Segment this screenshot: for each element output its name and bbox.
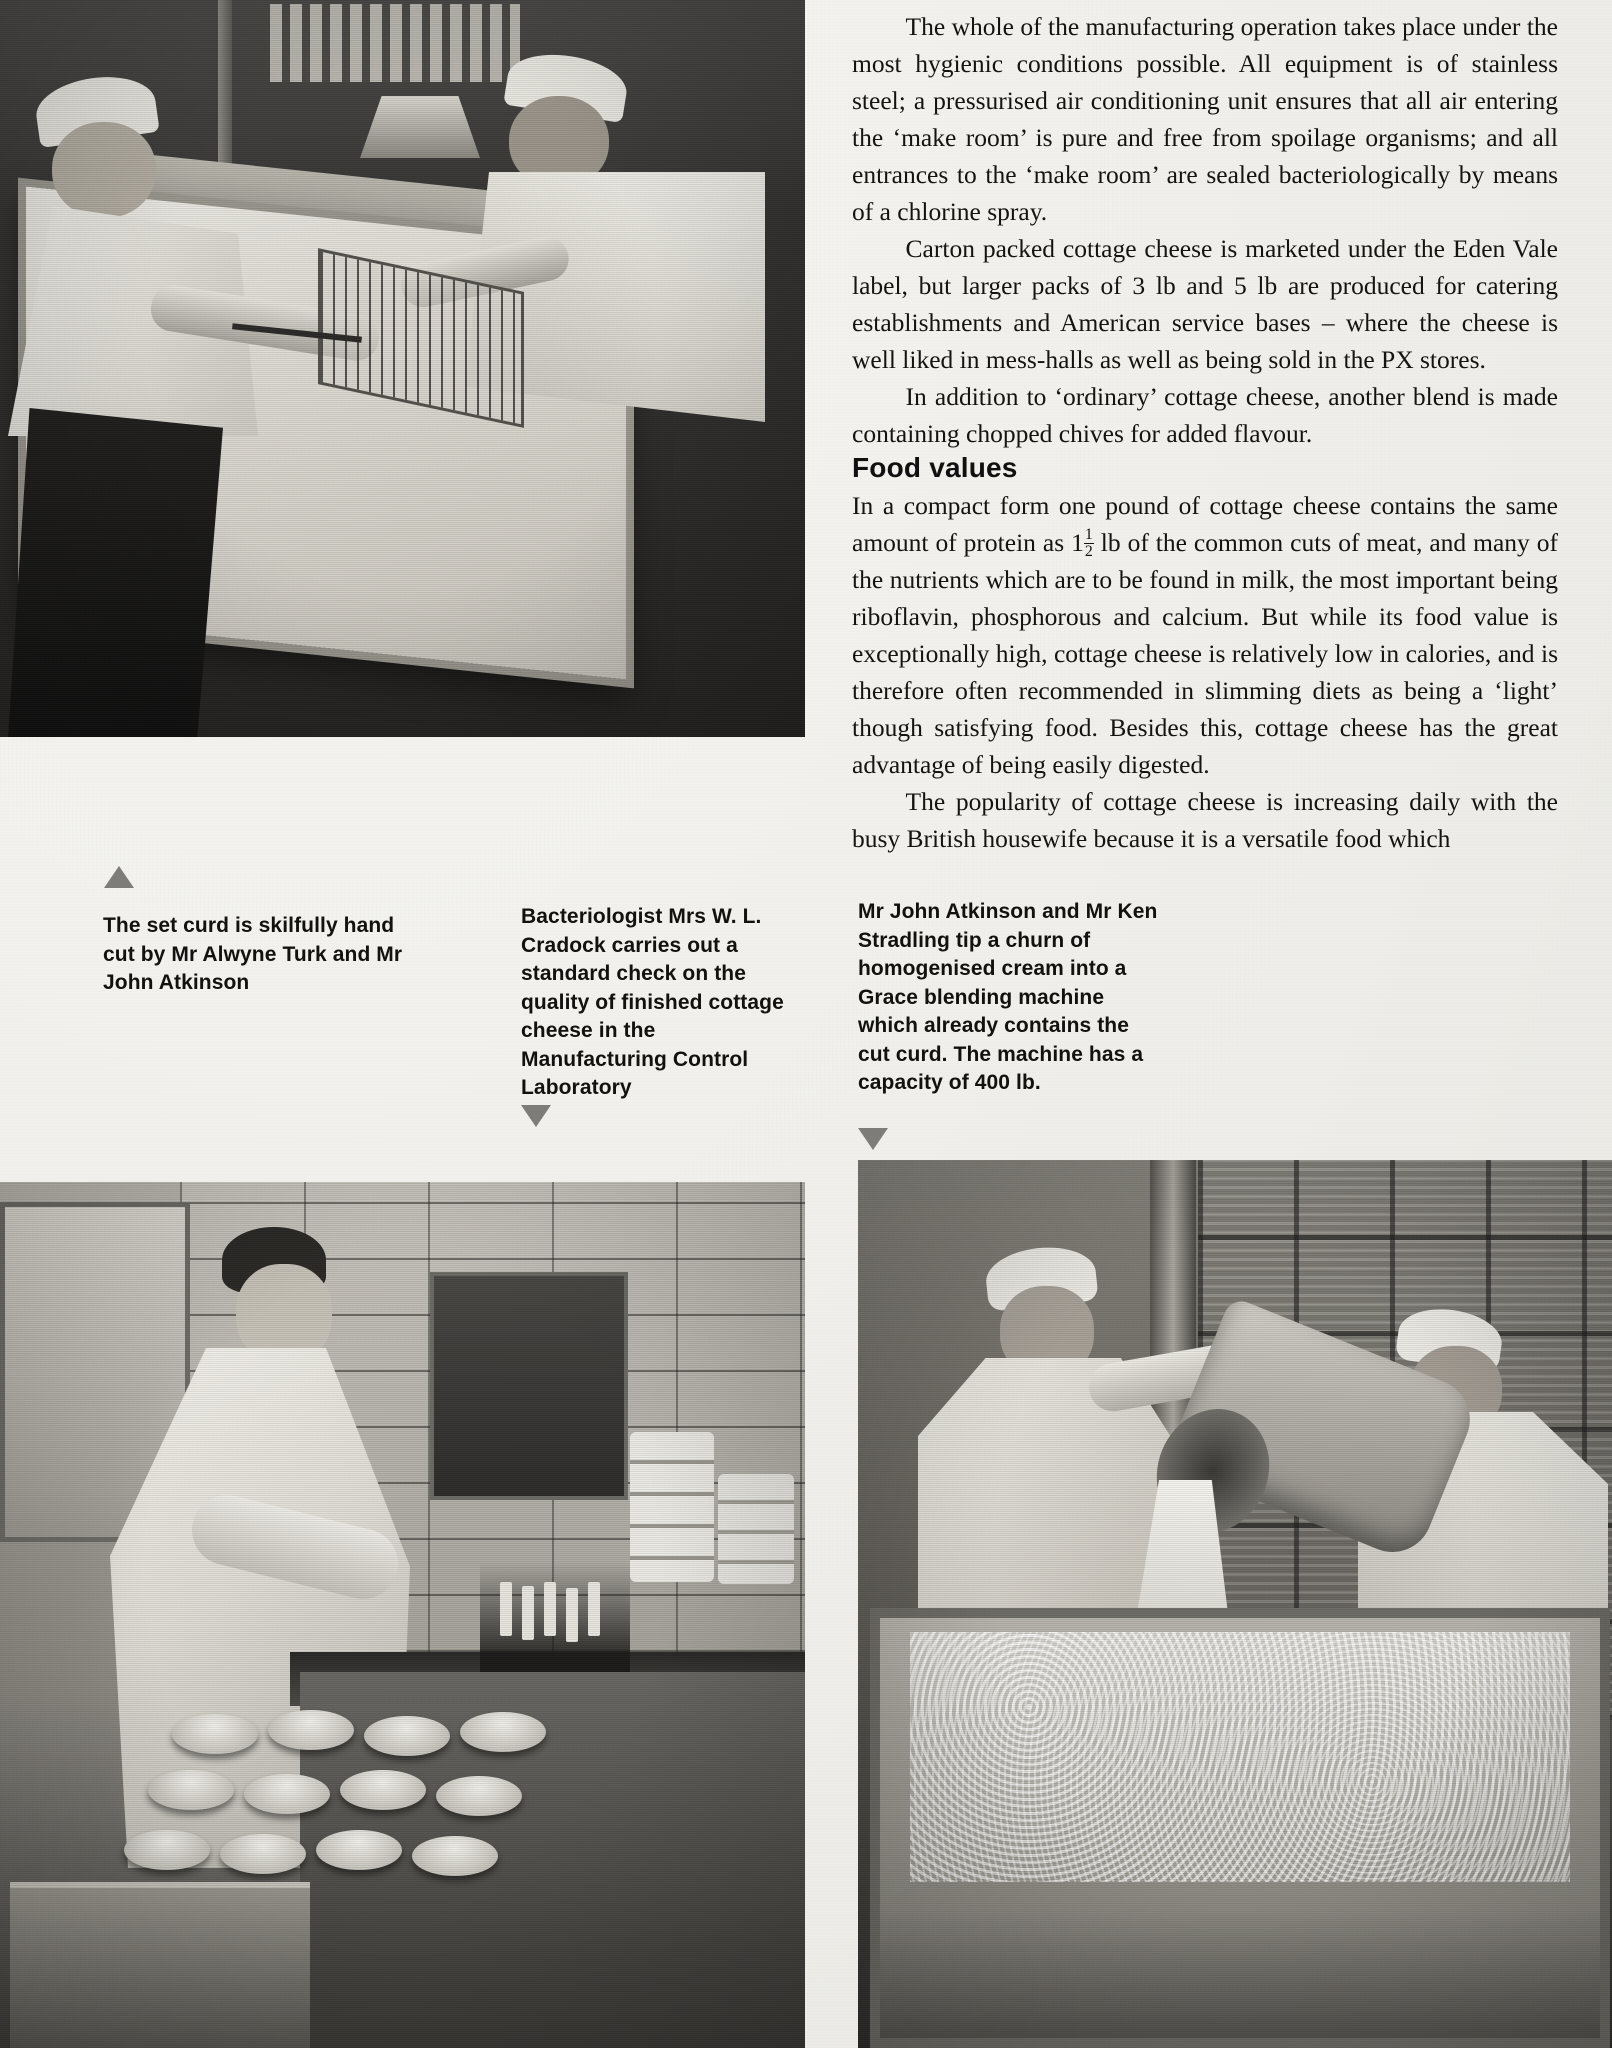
photo-carton-stack-2 [718, 1474, 794, 1584]
photo-cheese-tub [364, 1716, 450, 1756]
photo-cheese-tub [220, 1834, 306, 1874]
caption-churn-tipping: Mr John Atkinson and Mr Ken Stradling tip a churn of homogenised cream into a Grace blending machine which already contains the cut curd. The machine has a capacity of 400 lb. [858, 900, 1158, 1094]
article-paragraph-3: In addition to ‘ordinary’ cottage cheese, another blend is made containing chopped chives for added flavour. [852, 382, 1558, 448]
food-values-body [852, 487, 1558, 857]
caption-bacteriologist: Bacteriologist Mrs W. L. Cradock carries out a standard check on the quality of finished cottage cheese in the Manufacturing Control Laboratory [521, 905, 784, 1099]
photo-test-tube [588, 1582, 600, 1636]
photo-cheese-tub [172, 1714, 258, 1754]
photo-cheese-tub [268, 1710, 354, 1750]
fraction-denominator: 2 [1084, 542, 1093, 560]
down-triangle-icon [858, 1128, 888, 1150]
photo-cheese-tub [148, 1770, 234, 1810]
section-heading-food-values: Food values [852, 452, 1018, 483]
photo-cut-curd [910, 1632, 1570, 1882]
food-values-text-part2: lb of the common cuts of meat, and many of the nutrients which are to be found in milk, the most important being riboflavin, phosphorous and calcium. But while its food value is exceptionally high, cottage cheese is relatively low in calories, and is therefore often recommended in slimming diets as being a ‘light’ though satisfying food. Besides this, cottage cheese has the great advantage of being easily digested. [852, 528, 1558, 779]
up-triangle-icon [104, 866, 134, 888]
photo-cheese-tub [436, 1776, 522, 1816]
article-paragraph-2: Carton packed cottage cheese is marketed under the Eden Vale label, but larger packs of 3 lb and 5 lb are produced for catering establishments and American service bases – where the cheese is well liked in mess-halls as well as being sold in the PX stores. [852, 234, 1558, 374]
food-values-text-part1: In a compact form one pound of cottage cheese contains the same amount of protein as [852, 491, 1558, 557]
fraction-whole-number: 1 [1071, 528, 1084, 557]
photo-bacteriologist-lab [0, 1182, 805, 2048]
photo-test-tube [522, 1586, 534, 1640]
article-paragraph-1: The whole of the manufacturing operation takes place under the most hygienic conditions possible. All equipment is of stainless steel; a pressurised air conditioning unit ensures that all air entering the ‘make room’ is pure and free from spoilage organisms; and all entrances to the ‘make room’ are sealed bacteriologically by means of a chlorine spray. [852, 12, 1558, 226]
down-triangle-icon [521, 1105, 551, 1127]
photo-cheese-tub [460, 1712, 546, 1752]
photo-test-tube [500, 1582, 512, 1636]
photo-cheese-tub [244, 1774, 330, 1814]
food-values-paragraph [852, 487, 1558, 783]
photo-cheese-tub [316, 1830, 402, 1870]
fraction-one-and-a-half [1071, 525, 1094, 560]
photo-test-tube [566, 1588, 578, 1642]
photo-curd-cutting [0, 0, 805, 737]
photo-worker-head [52, 122, 156, 218]
photo-cheese-tub [124, 1830, 210, 1870]
photo-test-tube [544, 1582, 556, 1636]
caption-curd-cutting: The set curd is skilfully hand cut by Mr Alwyne Turk and Mr John Atkinson [103, 914, 403, 994]
photo-cheese-tub [340, 1770, 426, 1810]
photo-carton-stack [630, 1432, 714, 1582]
photo-trolley [10, 1882, 310, 2048]
photo-cheese-tub [412, 1836, 498, 1876]
photo-blending-machine [870, 1608, 1610, 2048]
photo-worker-apron [8, 408, 223, 737]
photo-worker-left [8, 78, 258, 678]
photo-churn-tipping [858, 1160, 1612, 2048]
article-body-column [852, 8, 1558, 452]
food-values-paragraph-2: The popularity of cottage cheese is increasing daily with the busy British housewife because it is a versatile food which [852, 787, 1558, 853]
fraction-numerator: 1 [1084, 525, 1093, 543]
photo-wall-cabinet [430, 1272, 628, 1500]
